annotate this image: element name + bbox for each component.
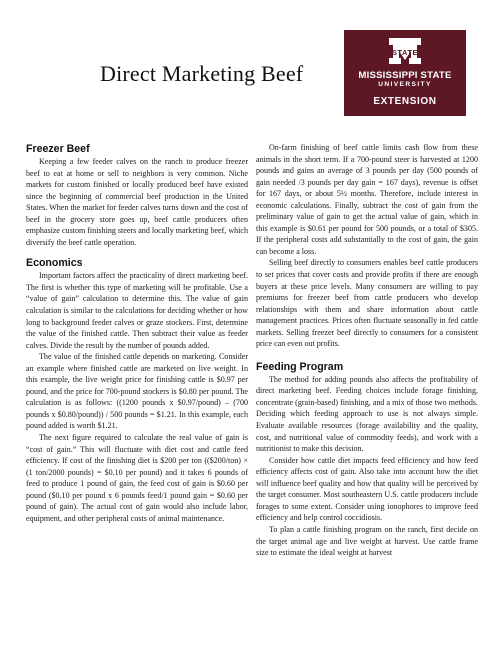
logo-extension: EXTENSION (373, 96, 437, 107)
economics-paragraph-3: The next figure required to calculate the real value of gain is “cost of gain.” This will fluctuate with diet cost and cattle feed efficiency. If cost of the finishing diet is $200 per ton (($200/ton) × (1 ton/2000 pounds) = $0.10 per pound) and it takes 6 pounds of feed to produce 1 pound of gain, the feed cost of gain is $0.60 per pound ($0.10 per pound x 6 pounds feed/1 pound gain = $0.60 per pound of gain). The actual cost of gain would also include labor, equipment, and other peripheral costs of animal maintenance. (26, 433, 248, 523)
right-column (256, 142, 478, 559)
feeding-program-paragraph-2: Consider how cattle diet impacts feed efficiency and how feed efficiency affects cost of gain. Also take into account how the diet will influence beef quality and how that quality will be perceived by the target consumer. Most southeastern U.S. cattle producers include forages to some extent. Consider using ionophores to improve feed efficiency and help control coccidiosis. (256, 455, 478, 523)
page-title: Direct Marketing Beef (100, 61, 304, 86)
heading-feeding-program: Feeding Program (256, 360, 344, 373)
logo-university-line2: UNIVERSITY (378, 81, 432, 88)
feeding-program-paragraph-1: The method for adding pounds also affects the profitability of direct marketing beef. Feeding choices include forage finishing, concentrate (grain-based) finishing, and a mix of those two methods. Deciding which feeding approach to use is not always simple. Evaluate available resources (forage availability and the quality, cost, and nutritional value of commodity feeds), and work with a nutritionist to make this decision. (256, 374, 478, 454)
heading-freezer-beef: Freezer Beef (26, 143, 90, 155)
logo-crest-text: STATE (392, 48, 418, 57)
state-crest-icon (386, 36, 424, 66)
left-column (26, 142, 248, 524)
economics-paragraph-5: Selling beef directly to consumers enables beef cattle producers to set prices that cover costs and provide profits if there are enough buyers at these price levels. Many consumers are willing to pay premiums for freezer beef from cattle producers who develop relationships with them and share information about cattle management practices. Prices often fluctuate seasonally in fed cattle markets. Selling freezer beef directly to consumers for a consistent price can even out profits. (256, 258, 478, 349)
economics-paragraph-1: Important factors affect the practicality of direct marketing beef. The first is whether this type of marketing will be profitable. Use a “value of gain” calculation to determine this. The value of gain calculation is similar to the calculations for deciding whether or how long to background feeder calves or graze stockers. First, determine the value of the finished cattle. Then subtract their value as feeder calves. Divide the result by the number of pounds added. (26, 271, 248, 350)
freezer-beef-paragraph-1: Keeping a few feeder calves on the ranch to produce freezer beef to eat at home or sell to neighbors is very common. Niche markets for custom finished or locally produced beef have existed since the beginning of commercial beef production in the United States. When the market for feeder calves turns down and the cost of beef in the grocery store goes up, beef cattle producers often emphasize custom finishing steers and locally marketing beef, which diversify the beef cattle operation. (26, 157, 248, 247)
economics-paragraph-4: On-farm finishing of beef cattle limits cash flow from these animals in the short term. If a 700-pound steer is harvested at 1200 pounds and gains an average of 3 pounds per day (500 pounds of gain needed /3 pounds per day gain = 167 days), revenue is offset for 167 days, or about 5½ months. Therefore, include interest in economic calculations. Finally, subtract the cost of gain from the preliminary value of gain to get the actual value of gain, which in this example is $0.61 per pound for 500 pounds, or a total of $305. If the peripheral costs add substantially to the cost of gain, the gain can become a loss. (256, 143, 478, 256)
feeding-program-paragraph-3: To plan a cattle finishing program on the ranch, first decide on the target animal age and live weight at harvest. Use cattle frame size to estimate the ideal weight at harvest (256, 524, 478, 558)
economics-paragraph-2: The value of the finished cattle depends on marketing. Consider an example where finished cattle are marketed on live weight. In this example, the live weight price for finishing cattle is $0.97 per pound, and the price for 700-pound stockers is $0.80 per pound. The calculation is as follows: ((1200 pounds x $0.97/pound) – (700 pounds x $0.80/pound)) / 500 pounds = $1.21. In this example, each pound added is worth $1.21. (26, 352, 248, 431)
heading-economics: Economics (26, 257, 83, 270)
msu-extension-logo (344, 30, 466, 116)
logo-university-line1: MISSISSIPPI STATE (358, 70, 452, 81)
